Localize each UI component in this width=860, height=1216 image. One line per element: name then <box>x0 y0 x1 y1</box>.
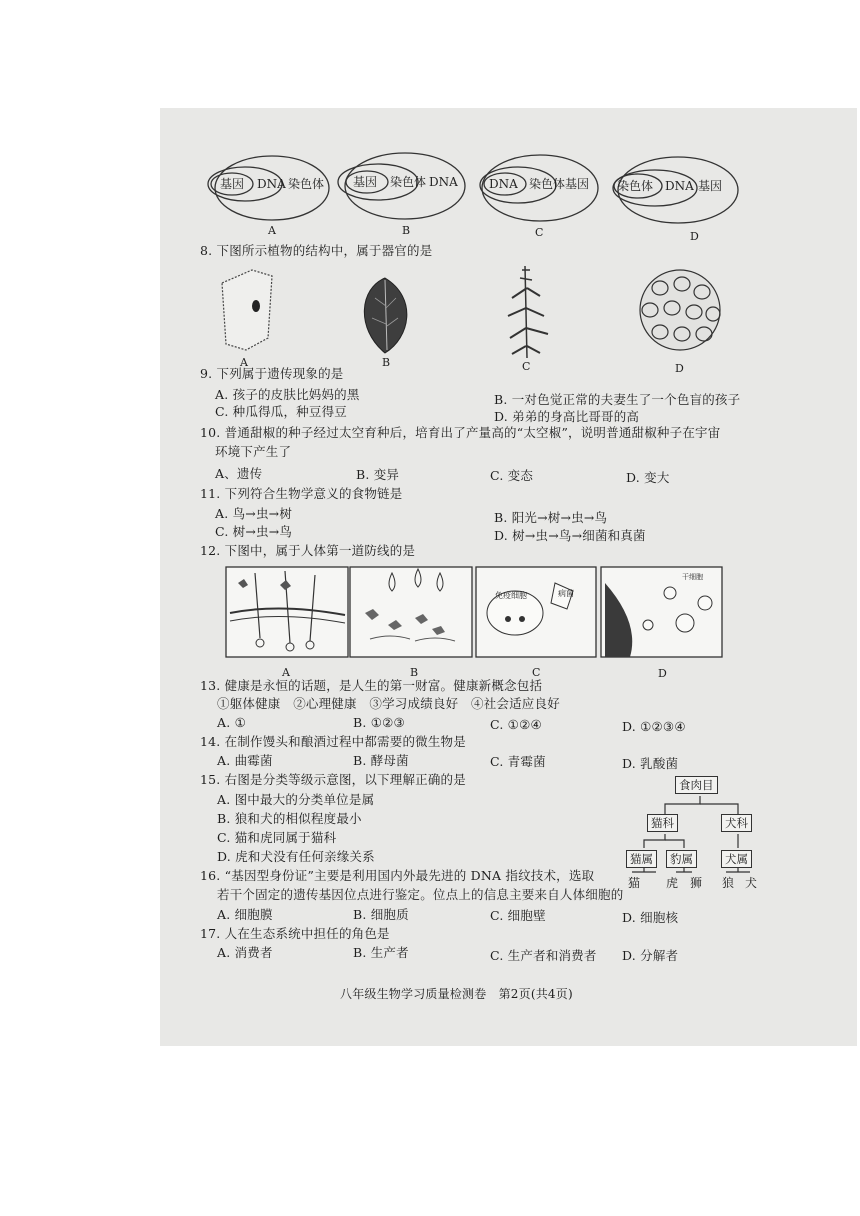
q12-stem: 12. 下图中，属于人体第一道防线的是 <box>200 543 416 558</box>
exam-page <box>160 108 857 1046</box>
q8-label-c: C <box>522 360 531 373</box>
q15-option-a: A. 图中最大的分类单位是属 <box>217 792 375 807</box>
q15-option-c: C. 猫和虎同属于猫科 <box>217 830 337 845</box>
q14-option-c: C. 青霉菌 <box>490 754 546 769</box>
q17-option-b: B. 生产者 <box>353 945 409 960</box>
q7-d-label-3: 基因 <box>698 179 723 193</box>
tree-order-box: 食肉目 <box>675 776 718 794</box>
q13-option-c: C. ①②④ <box>490 717 542 732</box>
q11-option-c: C. 树→虫→鸟 <box>215 524 293 539</box>
q7-c-letter: C <box>535 226 544 239</box>
q14-option-b: B. 酵母菌 <box>353 753 409 768</box>
q8-label-d: D <box>675 362 684 373</box>
q16-option-b: B. 细胞质 <box>353 907 409 922</box>
q7-c-label-2: 染色体 <box>529 177 566 191</box>
q17-option-a: A. 消费者 <box>217 945 273 960</box>
tree-family-cat-box: 猫科 <box>647 814 678 832</box>
q11-stem: 11. 下列符合生物学意义的食物链是 <box>200 486 403 501</box>
q9-option-c: C. 种瓜得瓜，种豆得豆 <box>215 404 347 419</box>
q14-option-d: D. 乳酸菌 <box>622 756 679 771</box>
q13-items: ①躯体健康 ②心理健康 ③学习成绩良好 ④社会适应良好 <box>217 696 560 711</box>
q10-option-b: B. 变异 <box>356 467 400 482</box>
q17-option-c: C. 生产者和消费者 <box>490 948 597 963</box>
q17-option-d: D. 分解者 <box>622 948 679 963</box>
q9-stem: 9. 下列属于遗传现象的是 <box>200 366 344 381</box>
q9-option-d: D. 弟弟的身高比哥哥的高 <box>494 409 640 424</box>
q7-b-letter: B <box>402 224 411 237</box>
q10-stem-line2: 环境下产生了 <box>215 444 292 459</box>
q9-option-a: A. 孩子的皮肤比妈妈的黑 <box>215 387 360 402</box>
q10-option-a: A、遗传 <box>215 466 263 481</box>
q12-label-a: A <box>282 666 290 678</box>
q12-label-b: B <box>410 666 419 678</box>
q16-option-a: A. 细胞膜 <box>217 907 273 922</box>
q15-option-d: D. 虎和犬没有任何亲缘关系 <box>217 849 375 864</box>
q12-c-text-germ: 病菌 <box>558 589 574 598</box>
tree-animal-dog: 犬 <box>745 876 758 890</box>
q12-d-text: 干细胞 <box>682 573 703 581</box>
page-footer: 八年级生物学习质量检测卷 第2页(共4页) <box>340 987 573 1001</box>
q13-option-b: B. ①②③ <box>353 715 405 730</box>
q16-option-c: C. 细胞壁 <box>490 908 546 923</box>
q8-label-b: B <box>382 356 391 369</box>
q7-d-label-1: 染色体 <box>617 179 654 193</box>
tree-animal-lion: 狮 <box>690 876 703 890</box>
q11-option-a: A. 鸟→虫→树 <box>215 506 293 521</box>
q7-diagrams <box>160 108 857 248</box>
q17-stem: 17. 人在生态系统中担任的角色是 <box>200 926 390 941</box>
q15-stem: 15. 右图是分类等级示意图，以下理解正确的是 <box>200 772 466 787</box>
q12-label-d: D <box>658 667 667 678</box>
q13-option-a: A. ① <box>217 715 246 730</box>
tree-animal-cat: 猫 <box>628 876 641 890</box>
q10-stem-line1: 10. 普通甜椒的种子经过太空育种后，培育出了产量高的“太空椒”，说明普通甜椒种子在宇宙 <box>200 425 721 440</box>
q10-option-d: D. 变大 <box>626 470 670 485</box>
tree-family-dog-box: 犬科 <box>721 814 752 832</box>
q14-stem: 14. 在制作馒头和酿酒过程中都需要的微生物是 <box>200 734 466 749</box>
q8-figures <box>160 258 857 373</box>
q7-a-letter: A <box>268 224 276 237</box>
q7-b-label-1: 基因 <box>353 175 378 189</box>
tree-animal-wolf: 狼 <box>722 876 735 890</box>
q12-figures <box>160 563 857 678</box>
q8-stem: 8. 下图所示植物的结构中，属于器官的是 <box>200 243 433 258</box>
q7-d-letter: D <box>690 230 699 243</box>
q7-b-label-3: DNA <box>429 175 458 189</box>
q15-option-b: B. 狼和犬的相似程度最小 <box>217 811 362 826</box>
q7-a-label-2: DNA <box>257 177 286 191</box>
q13-option-d: D. ①②③④ <box>622 719 686 734</box>
tree-genus-canis-box: 犬属 <box>721 850 752 868</box>
tree-genus-felis-box: 猫属 <box>626 850 657 868</box>
q8-label-a: A <box>240 356 248 369</box>
q16-stem-line2: 若干个固定的遗传基因位点进行鉴定。位点上的信息主要来自人体细胞的 <box>217 887 624 902</box>
tree-animal-tiger: 虎 <box>666 876 679 890</box>
q13-stem: 13. 健康是永恒的话题，是人生的第一财富。健康新概念包括 <box>200 678 543 693</box>
q7-c-label-3: 基因 <box>565 177 590 191</box>
q12-label-c: C <box>532 666 541 678</box>
q16-option-d: D. 细胞核 <box>622 910 679 925</box>
q16-stem-line1: 16. “基因型身份证”主要是利用国内外最先进的 DNA 指纹技术，选取 <box>200 868 595 883</box>
q11-option-d: D. 树→虫→鸟→细菌和真菌 <box>494 528 646 543</box>
q7-d-label-2: DNA <box>665 179 694 193</box>
q7-a-label-1: 基因 <box>220 177 245 191</box>
q14-option-a: A. 曲霉菌 <box>217 753 273 768</box>
q10-option-c: C. 变态 <box>490 468 534 483</box>
q11-option-b: B. 阳光→树→虫→鸟 <box>494 510 608 525</box>
q12-c-text-immune: 免疫细胞 <box>495 591 527 600</box>
q7-a-label-3: 染色体 <box>288 177 325 191</box>
q9-option-b: B. 一对色觉正常的夫妻生了一个色盲的孩子 <box>494 392 741 407</box>
q7-c-label-1: DNA <box>489 177 518 191</box>
q7-b-label-2: 染色体 <box>390 175 427 189</box>
tree-genus-panthera-box: 豹属 <box>666 850 697 868</box>
